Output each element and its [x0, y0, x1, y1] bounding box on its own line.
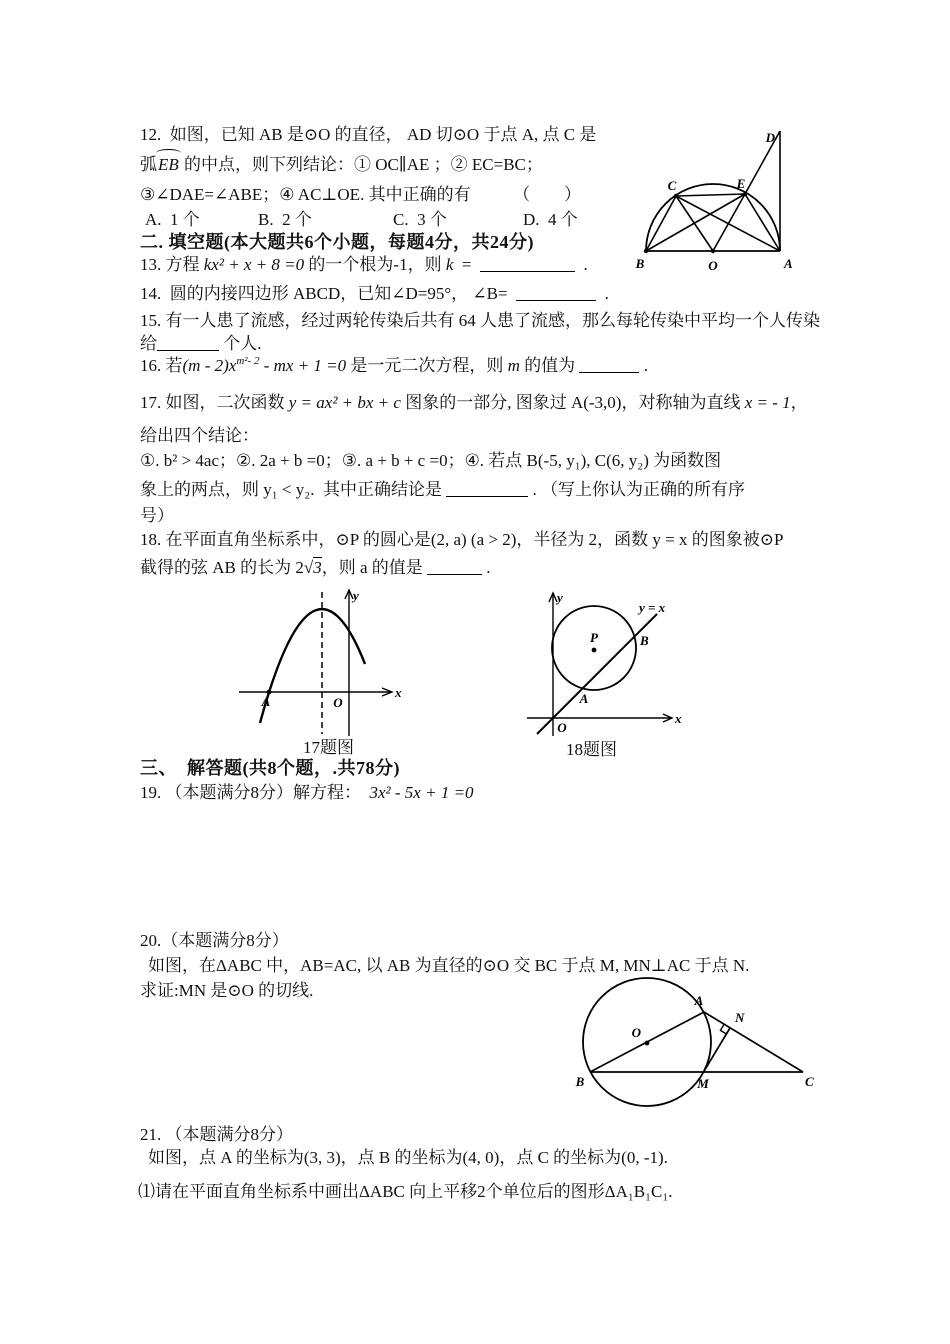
- answer-blank-q15: [157, 335, 219, 351]
- answer-blank-q13: [480, 256, 575, 272]
- q18-line2: [140, 557, 491, 578]
- q17-text4b: . （写上你认为正确的所有序: [528, 480, 745, 499]
- point-O-center: [645, 1041, 650, 1046]
- q17-line5: 号）: [140, 506, 174, 525]
- q21-line1: 21. （本题满分8分）: [140, 1125, 293, 1144]
- q20-line3: 求证:MN 是⊙O 的切线.: [140, 981, 314, 1000]
- q13-equation: kx² + x + 8 =0: [203, 255, 305, 274]
- q19-text1: 19. （本题满分8分）解方程：: [140, 783, 370, 802]
- q12-line2-rest: 的中点，则下列结论：① OC∥AE ；② EC=BC；: [179, 155, 543, 174]
- label-y: y: [353, 588, 359, 603]
- answer-blank-q14: [516, 285, 596, 301]
- q15-text1: 给: [140, 334, 157, 353]
- figure-q12-circle: [628, 112, 852, 274]
- q16-line: [140, 355, 648, 376]
- label-line-equation: y = x: [639, 600, 666, 615]
- q17-line2: 给出四个结论：: [140, 426, 259, 445]
- q18-text1: 截得的弦 AB 的长为 2√: [140, 558, 314, 577]
- answer-blank-q18: [427, 559, 482, 575]
- label-E: E: [736, 176, 746, 191]
- chord-CE: [676, 194, 745, 196]
- point-E: [743, 192, 747, 196]
- section3-heading: 三、 解答题(共8个题，.共78分): [140, 758, 400, 778]
- label-A: A: [784, 256, 793, 271]
- q20-line1: 20.（本题满分8分）: [140, 931, 289, 950]
- q18-text3: .: [482, 558, 491, 577]
- arc-EB-symbol: EB: [158, 155, 179, 174]
- q13-text2: 的一个根为-1，则: [304, 255, 446, 274]
- label-x: x: [675, 711, 682, 726]
- q16-text1: 16. 若: [140, 356, 183, 375]
- q19-equation: 3x² - 5x + 1 =0: [369, 783, 474, 802]
- q14-line: [140, 283, 609, 304]
- answer-blank-q17: [446, 481, 528, 497]
- label-y: y: [557, 590, 563, 605]
- label-M: M: [697, 1076, 709, 1091]
- q13-line: [140, 254, 588, 275]
- figure-q17-parabola: [235, 586, 415, 738]
- q12-option-c: C. 3 个: [393, 210, 447, 229]
- label-B: B: [575, 1074, 585, 1089]
- q13-text3: =: [453, 255, 480, 274]
- side-AC: [704, 1012, 803, 1072]
- figure18-caption: 18题图: [566, 740, 617, 759]
- label-D: D: [765, 130, 775, 145]
- point-C: [674, 194, 678, 198]
- label-C: C: [667, 178, 677, 193]
- label-x: x: [395, 685, 402, 700]
- q15-text2: 个人.: [219, 334, 262, 353]
- q18-radicand: 3: [313, 558, 322, 577]
- label-A: A: [261, 694, 271, 709]
- figure17-caption: 17题图: [303, 738, 354, 757]
- label-N: N: [735, 1010, 745, 1025]
- q12-option-b: B. 2 个: [258, 210, 312, 229]
- q18-text2: ，则 a 的值是: [321, 558, 427, 577]
- label-C: C: [805, 1074, 814, 1089]
- label-O: O: [333, 695, 343, 710]
- q13-var-k: k: [445, 255, 454, 274]
- q12-line1: 12. 如图，已知 AB 是⊙O 的直径， AD 切⊙O 于点 A, 点 C 是: [140, 125, 597, 144]
- q17-text1: 17. 如图，二次函数: [140, 393, 289, 412]
- answer-blank-q16: [579, 357, 639, 373]
- label-A: A: [694, 993, 704, 1008]
- q19-line: [140, 782, 474, 803]
- q16-var-m: m: [507, 356, 520, 375]
- q15-line1: 15. 有一人患了流感，经过两轮传染后共有 64 人患了流感，那么每轮传染中平均一个人传染: [140, 311, 820, 330]
- figure-q20-triangle-circle: [555, 975, 840, 1115]
- q16-equation-rest: - mx + 1 =0: [259, 356, 347, 375]
- q12-line2: [140, 154, 543, 175]
- figure-q18-circle-line: [515, 588, 695, 743]
- q15-line2: [140, 333, 262, 354]
- label-O: O: [631, 1025, 641, 1040]
- q12-hu: 弧: [140, 155, 157, 174]
- q16-text3: 的值为: [519, 356, 580, 375]
- q12-option-d: D. 4 个: [523, 210, 578, 229]
- q21-line2: 如图，点 A 的坐标为(3, 3)，点 B 的坐标为(4, 0)，点 C 的坐标为(0, -1).: [148, 1148, 668, 1167]
- q21-line3: ⑴请在平面直角坐标系中画出ΔABC 向上平移2个单位后的图形ΔA₁B₁C₁.: [138, 1182, 673, 1201]
- q16-equation-base: (m - 2)x: [182, 356, 237, 375]
- q16-text2: 是一元二次方程，则: [346, 356, 508, 375]
- q14-text1: 14. 圆的内接四边形 ABCD，已知∠D=95°， ∠B=: [140, 284, 517, 303]
- label-B: B: [635, 256, 645, 271]
- label-O: O: [557, 720, 567, 735]
- segment-MN: [704, 1028, 731, 1072]
- label-B: B: [640, 633, 649, 648]
- label-A: A: [579, 691, 589, 706]
- q17-text3: ，: [790, 393, 808, 412]
- q17-line4: [140, 479, 745, 500]
- point-B: [644, 249, 648, 253]
- point-O: [711, 249, 715, 253]
- q13-text4: .: [574, 255, 588, 274]
- q17-text2: 图象的一部分, 图象过 A(-3,0)，对称轴为直线: [400, 393, 745, 412]
- label-O: O: [708, 258, 718, 273]
- q12-line3: ③∠DAE=∠ABE；④ AC⊥OE. 其中正确的有 （ ）: [140, 185, 582, 204]
- q17-function: y = ax² + bx + c: [288, 393, 401, 412]
- q12-option-a: A. 1 个: [145, 210, 200, 229]
- q20-line2: 如图，在ΔABC 中，AB=AC, 以 AB 为直径的⊙O 交 BC 于点 M, MN⊥AC 于点 N.: [148, 956, 750, 975]
- q14-text2: .: [596, 284, 609, 303]
- q17-axis-eq: x = - 1: [744, 393, 791, 412]
- q17-text4a: 象上的两点，则 y₁ < y₂. 其中正确结论是: [140, 480, 447, 499]
- q17-line1: [140, 392, 808, 413]
- label-P: P: [590, 630, 598, 645]
- q16-text4: .: [639, 356, 648, 375]
- q17-line3: ①. b² > 4ac；②. 2a + b =0；③. a + b + c =0；④. 若点 B(-5, y₁), C(6, y₂) 为函数图: [140, 451, 722, 470]
- q18-line1: 18. 在平面直角坐标系中，⊙P 的圆心是(2, a) (a > 2)，半径为 2，函数 y = x 的图象被⊙P: [140, 530, 784, 549]
- q13-text1: 13. 方程: [140, 255, 204, 274]
- radius-CO: [676, 196, 713, 251]
- point-P-center: [592, 648, 597, 653]
- q16-exponent: m²- 2: [236, 355, 260, 367]
- section2-heading: 二. 填空题(本大题共6个小题，每题4分，共24分): [140, 232, 534, 252]
